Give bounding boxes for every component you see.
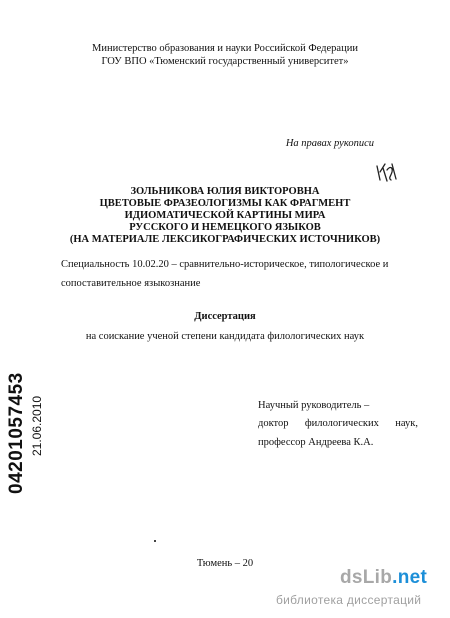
library-stamp-number: 04201057453 bbox=[6, 372, 27, 494]
author-name: ЗОЛЬНИКОВА ЮЛИЯ ВИКТОРОВНА bbox=[130, 186, 320, 197]
city-year: Тюмень – 20 bbox=[196, 558, 254, 569]
supervisor-line-3: профессор Андреева К.А. bbox=[258, 437, 374, 448]
specialty-line-2: сопоставительное языкознание bbox=[61, 278, 201, 289]
watermark-logo bbox=[340, 567, 427, 589]
ministry-line-1: Министерство образования и науки Российской Федерации bbox=[92, 43, 358, 54]
ministry-header bbox=[0, 42, 450, 68]
watermark-logo-part1: dsLib bbox=[340, 567, 393, 588]
title-line-4: (НА МАТЕРИАЛЕ ЛЕКСИКОГРАФИЧЕСКИХ ИСТОЧНИКОВ) bbox=[69, 234, 381, 245]
dissertation-label: Диссертация bbox=[194, 311, 256, 322]
title-line-3: РУССКОГО И НЕМЕЦКОГО ЯЗЫКОВ bbox=[129, 222, 321, 233]
degree-line: на соискание ученой степени кандидата филологических наук bbox=[85, 331, 365, 342]
specialty-line-1: Специальность 10.02.20 – сравнительно-историческое, типологическое и bbox=[61, 259, 389, 270]
watermark-tagline: библиотека диссертаций bbox=[276, 593, 422, 607]
library-stamp-date: 21.06.2010 bbox=[30, 395, 44, 456]
author-and-title-block bbox=[0, 186, 450, 246]
supervisor-line-2: доктор филологических наук, bbox=[258, 418, 418, 429]
rights-note: На правах рукописи bbox=[285, 138, 374, 149]
ministry-line-2: ГОУ ВПО «Тюменский государственный университет» bbox=[101, 56, 349, 67]
title-line-1: ЦВЕТОВЫЕ ФРАЗЕОЛОГИЗМЫ КАК ФРАГМЕНТ bbox=[99, 198, 351, 209]
title-line-2: ИДИОМАТИЧЕСКОЙ КАРТИНЫ МИРА bbox=[124, 210, 326, 221]
watermark-logo-part2: .net bbox=[392, 567, 428, 588]
scan-speck bbox=[154, 540, 156, 542]
handwritten-signature bbox=[374, 160, 400, 184]
supervisor-line-1: Научный руководитель – bbox=[258, 400, 370, 411]
